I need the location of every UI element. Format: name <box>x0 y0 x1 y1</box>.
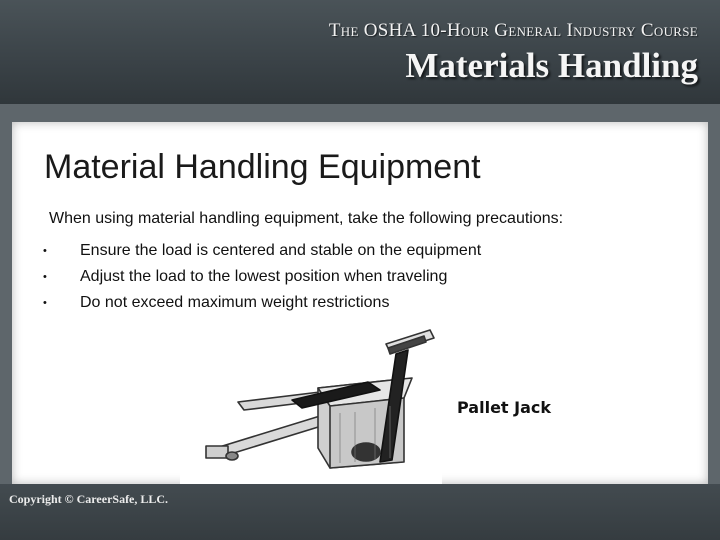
slide-header <box>0 0 720 104</box>
precautions-list <box>40 238 481 316</box>
list-item-text: Do not exceed maximum weight restrictions <box>80 294 390 311</box>
course-title: The OSHA 10-Hour General Industry Course <box>328 20 698 41</box>
slide-footer <box>0 484 720 540</box>
list-item-text: Adjust the load to the lowest position when traveling <box>80 268 448 285</box>
list-item <box>40 238 481 264</box>
pallet-jack-illustration <box>180 328 442 486</box>
bullet-icon: • <box>43 297 47 309</box>
list-item <box>40 290 481 316</box>
bullet-icon: • <box>43 245 47 257</box>
module-title: Materials Handling <box>405 46 698 85</box>
intro-text: When using material handling equipment, take the following precautions: <box>49 210 564 227</box>
slide-title: Material Handling Equipment <box>44 148 481 186</box>
copyright-text: Copyright © CareerSafe, LLC. <box>9 492 169 506</box>
image-caption: Pallet Jack <box>457 398 552 417</box>
list-item-text: Ensure the load is centered and stable on the equipment <box>80 242 482 259</box>
content-panel <box>12 122 708 484</box>
content-frame <box>0 104 720 484</box>
bullet-icon: • <box>43 271 47 283</box>
list-item <box>40 264 481 290</box>
